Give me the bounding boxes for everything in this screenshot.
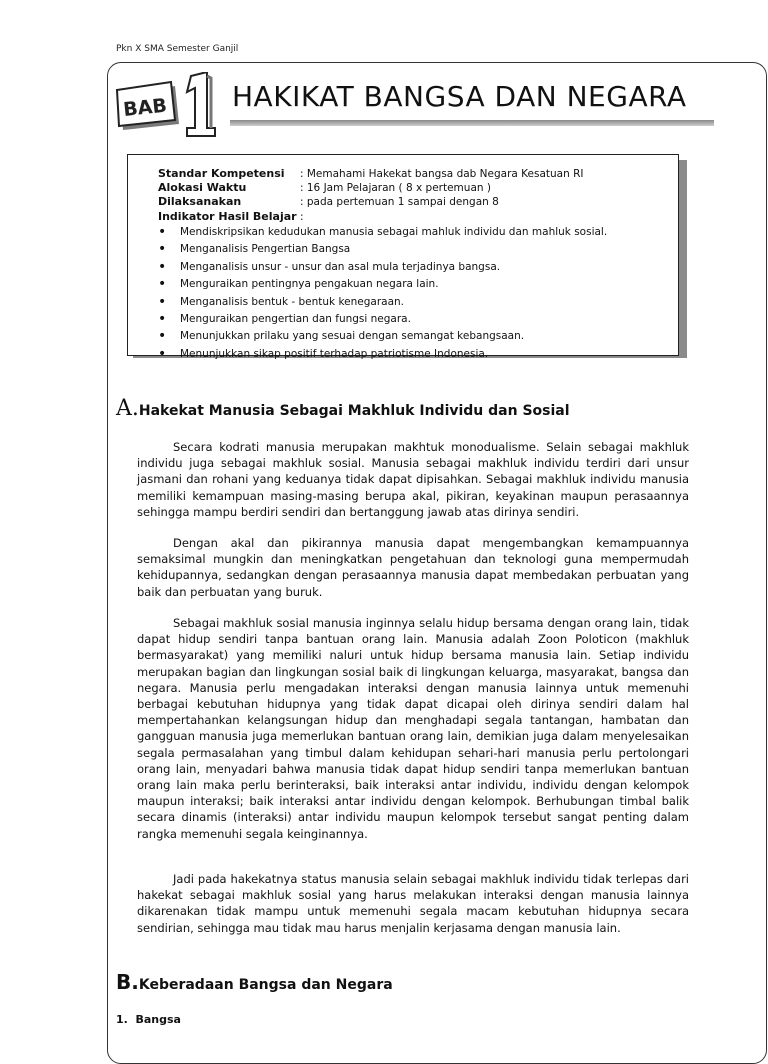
title-underline	[230, 120, 714, 126]
competency-box	[127, 154, 679, 362]
list-item: • Menganalisis Pengertian Bangsa	[158, 241, 351, 258]
bab-logo-text: BAB	[122, 94, 168, 122]
competency-label: Dilaksanakan	[158, 195, 242, 208]
competency-value: :	[300, 211, 304, 223]
list-item: • Menganalisis bentuk - bentuk kenegaraan.	[158, 293, 405, 310]
competency-row-indikator	[158, 210, 304, 224]
section-title: Hakekat Manusia Sebagai Makhluk Individu dan Sosial	[138, 403, 570, 419]
competency-value: : 16 Jam Pelajaran ( 8 x pertemuan )	[300, 182, 491, 194]
competency-value: : pada pertemuan 1 sampai dengan 8	[300, 196, 499, 208]
list-item: • Menguraikan pengertian dan fungsi negara.	[158, 310, 411, 327]
paragraph: Dengan akal dan pikirannya manusia dapat mengembangkan kemampuannya semaksimal mungkin dan meningkatkan pengetahuan dan teknologi guna mempermudah kehidupannya, sedangkan dengan perasaannya manusia dapat membedakan perbuatan yang baik dan perbuatan yang buruk.	[137, 536, 689, 599]
competency-row-standar	[158, 167, 584, 181]
section-letter: A.	[116, 396, 139, 421]
paragraph: Secara kodrati manusia merupakan makhtuk monodualisme. Selain sebagai makhluk individu juga sebagai makhluk sosial. Manusia sebagai makhluk individu terdiri dari unsur jasmani dan rohani yang keduanya tidak dapat dipisahkan. Sebagai makhluk individu manusia memiliki kemampuan masing-masing berupa akal, pikiran, keyakinan maupun perasaannya sehingga mampu berdiri sendiri dan bertanggung jawab atas dirinya sendiri.	[137, 440, 689, 519]
competency-value: : Memahami Hakekat bangsa dab Negara Kesatuan RI	[300, 168, 584, 180]
competency-label: Indikator Hasil Belajar	[158, 210, 297, 223]
list-item: • Menguraikan pentingnya pengakuan negara lain.	[158, 276, 439, 293]
competency-row-alokasi	[158, 181, 491, 195]
paragraph: Jadi pada hakekatnya status manusia selain sebagai makhluk individu tidak terlepas dari hakekat sebagai makhluk sosial yang harus melakukan interaksi dengan manusia lainnya dikarenakan tidak mampu untuk memenuhi segala macam kebutuhan hidupnya secara sendirian, sehingga mau tidak mau harus menjalin kerjasama dengan manusia lain.	[137, 872, 689, 935]
bab-chapter-logo	[113, 72, 225, 138]
list-item: • Menunjukkan prilaku yang sesuai dengan semangat kebangsaan.	[158, 328, 525, 345]
section-a-heading	[116, 396, 570, 421]
list-item: • Mendiskripsikan kedudukan manusia sebagai mahluk individu dan mahluk sosial.	[158, 224, 608, 240]
competency-row-dilaksanakan	[158, 195, 499, 209]
section-letter: B.	[116, 970, 139, 994]
competency-label: Standar Kompetensi	[158, 167, 285, 180]
list-item: • Menunjukkan sikap positif terhadap patriotisme Indonesia.	[158, 345, 489, 362]
page-header-note: Pkn X SMA Semester Ganjil	[116, 44, 239, 54]
chapter-title: HAKIKAT BANGSA DAN NEGARA	[232, 80, 687, 113]
competency-label: Alokasi Waktu	[158, 181, 247, 194]
paragraph: Sebagai makhluk sosial manusia inginnya selalu hidup bersama dengan orang lain, tidak dapat hidup sendiri tanpa bantuan orang lain. Manusia adalah Zoon Poloticon (makhluk bermasyarakat) yang memiliki naluri untuk hidup bersama manusia lain. Setiap individu merupakan bagian dan lingkungan sosial baik di lingkungan keluarga, masyarakat, bangsa dan negara. Manusia perlu mengadakan interaksi dengan manusia lainnya untuk memenuhi berbagai kebutuhan hidupnya yang tidak dapat dicapai oleh dirinya sendiri dalam hal mempertahankan kelangsungan hidup dan menghadapi segala tantangan, hambatan dan gangguan manusia juga memerlukan bantuan orang lain, demikian juga dalam menyelesaikan segala permasalahan yang timbul dalam kehidupan sehari-hari manusia perlu pertolongari orang lain, menyadari bahwa manusia tidak dapat hidup sendiri tanpa memerlukan bantuan orang lain maka perlu berinteraksi, baik interaksi antar individu, individu dengan kelompok maupun interaksi; baik interaksi antar individu dengan kelompok. Berhubungan timbal balik secara dinamis (interaksi) antar individu maupun kelompok tersebut sangat penting dalam rangka memenuhi segala keinginannya.	[137, 616, 689, 841]
indicator-list	[158, 225, 607, 364]
section-title: Keberadaan Bangsa dan Negara	[138, 977, 393, 993]
sub-heading-bangsa: 1. Bangsa	[116, 1013, 181, 1026]
list-item: • Menganalisis unsur - unsur dan asal mula terjadinya bangsa.	[158, 258, 501, 275]
section-b-heading	[116, 970, 393, 994]
